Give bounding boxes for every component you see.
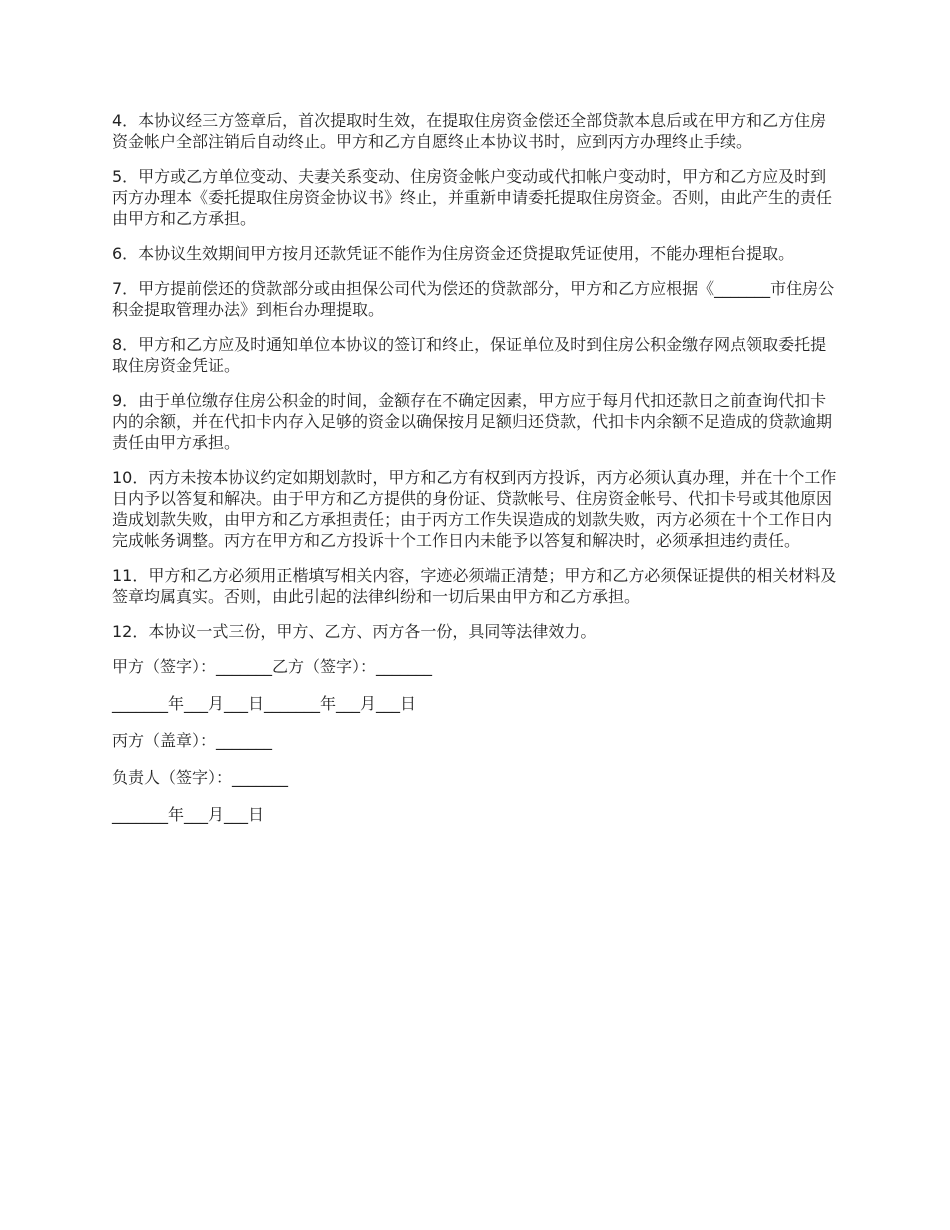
document-body [112,110,842,841]
clause-9: 9．由于单位缴存住房公积金的时间，金额存在不确定因素，甲方应于每月代扣还款日之前查询代扣卡内的余额，并在代扣卡内存入足够的资金以确保按月足额归还贷款，代扣卡内余额不足造成的贷款逾期责任由甲方承担。 [112,391,833,452]
clause-5: 5．甲方或乙方单位变动、夫妻关系变动、住房资金帐户变动或代扣帐户变动时，甲方和乙方应及时到丙方办理本《委托提取住房资金协议书》终止，并重新申请委托提取住房资金。否则，由此产生的责任由甲方和乙方承担。 [112,167,833,228]
clause-11: 11．甲方和乙方必须用正楷填写相关内容，字迹必须端正清楚；甲方和乙方必须保证提供的相关材料及签章均属真实。否则，由此引起的法律纠纷和一切后果由甲方和乙方承担。 [112,566,837,606]
clause-6: 6．本协议生效期间甲方按月还款凭证不能作为住房资金还贷提取凭证使用，不能办理柜台提取。 [112,244,795,263]
clause-8: 8．甲方和乙方应及时通知单位本协议的签订和终止，保证单位及时到住房公积金缴存网点领取委托提取住房资金凭证。 [112,335,827,375]
clause-10: 10．丙方未按本协议约定如期划款时，甲方和乙方有权到丙方投诉，丙方必须认真办理，并在十个工作日内予以答复和解决。由于甲方和乙方提供的身份证、贷款帐号、住房资金帐号、代扣卡号或其他原因造成划款失败，由甲方和乙方承担责任；由于丙方工作失误造成的划款失败，丙方必须在十个工作日内完成帐务调整。丙方在甲方和乙方投诉十个工作日内未能予以答复和解决时，必须承担违约责任。 [112,468,837,550]
clause-7: 7．甲方提前偿还的贷款部分或由担保公司代为偿还的贷款部分，甲方和乙方应根据《_______市住房公积金提取管理办法》到柜台办理提取。 [112,279,835,319]
party-c-date-line: _______年___月___日 [112,805,265,824]
clause-4: 4．本协议经三方签章后，首次提取时生效，在提取住房资金偿还全部贷款本息后或在甲方和乙方住房资金帐户全部注销后自动终止。甲方和乙方自愿终止本协议书时，应到丙方办理终止手续。 [112,111,827,151]
party-a-b-signature-line: 甲方（签字）：_______乙方（签字）：_______ [112,657,433,676]
responsible-person-signature-line: 负责人（签字）：_______ [112,768,289,787]
party-c-seal-line: 丙方（盖章）：_______ [112,731,273,750]
clause-12: 12．本协议一式三份，甲方、乙方、丙方各一份，具同等法律效力。 [112,622,597,641]
party-a-b-date-line: _______年___月___日_______年___月___日 [112,694,417,713]
